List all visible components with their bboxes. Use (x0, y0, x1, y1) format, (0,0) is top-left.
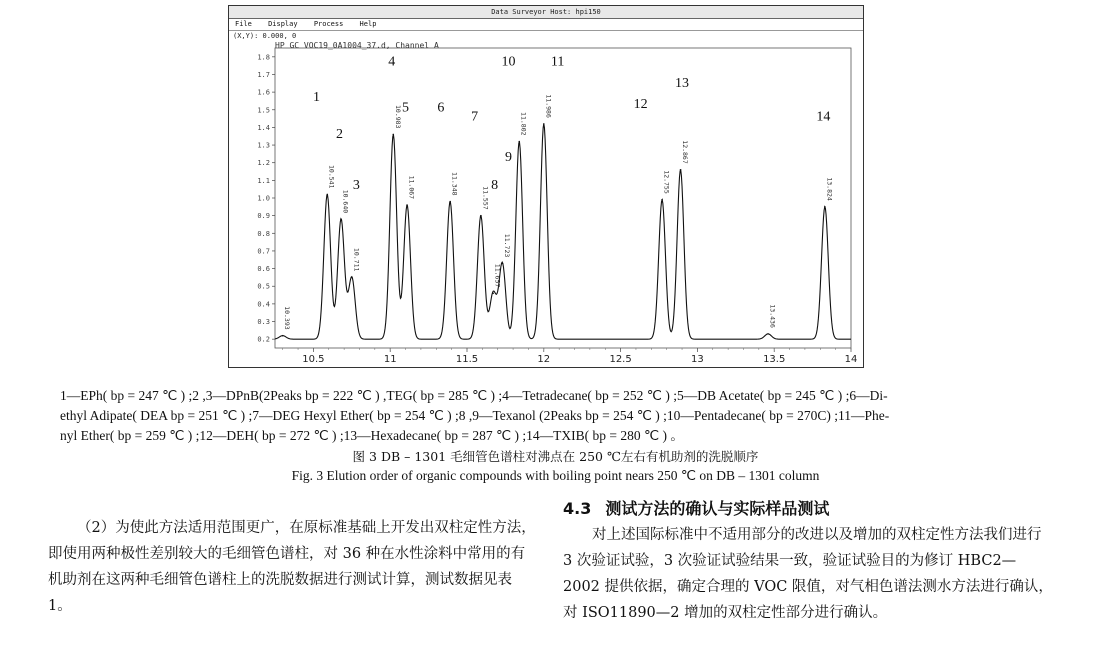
chromatogram-chart (229, 6, 863, 367)
menu-process[interactable]: Process (313, 20, 344, 28)
y-tick-label: 0.5 (257, 282, 270, 291)
retention-time-label: 11.348 (450, 172, 459, 196)
peak-apex (502, 262, 504, 264)
y-tick-label: 0.3 (257, 318, 270, 327)
peak-number-label: 5 (402, 100, 410, 116)
y-tick-label: 0.7 (257, 247, 270, 256)
retention-time-label: 11.067 (407, 175, 416, 200)
coordinate-readout: (X,Y): 0.000, 0 (233, 32, 297, 40)
y-tick-label: 0.4 (257, 300, 270, 309)
retention-time-label: 11.723 (502, 233, 511, 258)
right-column (563, 496, 1053, 626)
chromatogram-trace (275, 124, 851, 339)
body-paragraph: 对上述国际标准中不适用部分的改进以及增加的双柱定性方法我们进行 3 次验证试验，3 次验证试验结果一致，验证试验目的为修订 HBC2—2002 提供依据，确定合理的 VOC 限值，对气相色谱法测水方法进行确认，对 ISO11890—2 增加的双柱定性部分进行确认。 (563, 527, 1053, 621)
peak-number-label: 12 (633, 97, 648, 112)
x-tick-label: 10.5 (302, 354, 325, 365)
peak-apex (326, 194, 328, 196)
retention-time-label: 10.393 (283, 306, 292, 330)
x-tick-label: 14 (844, 354, 858, 365)
peak-number-label: 11 (550, 54, 565, 70)
peak-apex (492, 292, 494, 294)
retention-time-label: 12.755 (662, 170, 671, 194)
y-tick-label: 1.1 (257, 176, 270, 185)
retention-time-label: 10.983 (393, 104, 402, 129)
y-tick-label: 1.8 (257, 53, 270, 62)
peak-number-label: 6 (437, 100, 445, 116)
y-tick-label: 0.9 (257, 212, 270, 221)
retention-time-label: 13.824 (825, 177, 834, 201)
retention-time-label: 11.986 (544, 94, 553, 118)
peak-apex (406, 204, 408, 206)
peak-number-label: 7 (471, 109, 479, 125)
retention-time-label: 12.867 (681, 140, 690, 164)
peak-apex (282, 335, 284, 337)
peak-apex (661, 199, 663, 201)
x-tick-label: 11.5 (455, 354, 479, 365)
x-tick-label: 12 (537, 354, 551, 365)
peak-number-label: 14 (816, 109, 831, 125)
peak-number-label: 13 (675, 75, 690, 91)
menu-display[interactable]: Display (268, 20, 298, 28)
y-tick-label: 1.2 (257, 159, 270, 168)
x-tick-label: 11 (383, 354, 397, 365)
y-tick-label: 0.2 (257, 335, 270, 344)
x-tick-label: 12.5 (609, 354, 632, 365)
retention-time-label: 10.541 (327, 164, 336, 189)
retention-time-label: 10.640 (341, 189, 350, 214)
figure-caption-chinese: 图 3 DB – 1301 毛细管色谱柱对沸点在 250 ℃左右有机助剂的洗脱顺序 (352, 449, 759, 464)
section-title: 测试方法的确认与实际样品测试 (605, 499, 830, 518)
retention-time-label: 11.657 (493, 263, 502, 288)
peak-number-label: 1 (312, 89, 320, 105)
y-tick-label: 1.7 (257, 70, 270, 79)
peak-apex (543, 123, 545, 125)
legend-line: 1—EPh( bp = 247 ℃ ) ;2 ,3—DPnB(2Peaks bp = 222 ℃ ) ,TEG( bp = 285 ℃ ) ;4—Tetradecane( bp = 252 ℃ ) ;5—DB Acetate( bp = 245 ℃ ) ;6—Di- (60, 388, 888, 403)
retention-time-label: 13.436 (768, 304, 777, 328)
menu-help[interactable]: Help (359, 20, 377, 28)
retention-time-label: 11.802 (519, 112, 528, 136)
menu-file[interactable]: File (235, 20, 252, 28)
y-tick-label: 1.3 (257, 141, 270, 150)
section-heading (563, 496, 1053, 522)
x-tick-label: 13.5 (763, 354, 786, 365)
window-title: Data Surveyor Host: hpi150 (229, 6, 863, 19)
y-tick-label: 1.6 (257, 88, 270, 97)
peak-apex (351, 277, 353, 279)
x-tick-label: 13 (691, 354, 704, 365)
channel-title: HP GC VOC19_0A1004_37.d, Channel A (275, 41, 439, 50)
peak-apex (480, 215, 482, 217)
left-column (48, 515, 538, 619)
y-tick-label: 0.8 (257, 229, 270, 238)
legend-line: nyl Ether( bp = 259 ℃ ) ;12—DEH( bp = 272 ℃ ) ;13—Hexadecane( bp = 287 ℃ ) ;14—TXIB( bp = 280 ℃ ) 。 (60, 428, 684, 443)
peak-apex (449, 201, 451, 203)
plot-frame (275, 48, 851, 348)
y-tick-label: 0.6 (257, 265, 270, 274)
peak-number-label: 8 (491, 178, 499, 194)
retention-time-label: 10.711 (352, 247, 361, 272)
y-tick-label: 1.0 (257, 194, 270, 203)
peak-apex (392, 134, 394, 136)
chromatogram-screenshot (228, 5, 864, 368)
peak-number-label: 2 (336, 127, 344, 142)
body-paragraph: （2）为使此方法适用范围更广，在原标准基础上开发出双柱定性方法，即使用两种极性差别较大的毛细管色谱柱，对 36 种在水性涂料中常用的有机助剂在这两种毛细管色谱柱上的洗脱数据进行测试计算，测试数据见表 1。 (48, 520, 536, 614)
peak-apex (680, 169, 682, 171)
figure-caption-english: Fig. 3 Elution order of organic compounds with boiling point nears 250 ℃ on DB – 1301 column (291, 468, 820, 483)
peak-number-label: 9 (504, 149, 512, 165)
peak-apex (824, 206, 826, 208)
peak-number-label: 10 (501, 54, 516, 70)
peak-number-label: 3 (352, 178, 360, 194)
y-tick-label: 1.4 (257, 123, 270, 132)
figure-legend (60, 386, 1050, 446)
peak-apex (340, 218, 342, 220)
legend-line: ethyl Adipate( DEA bp = 251 ℃ ) ;7—DEG Hexyl Ether( bp = 254 ℃ ) ;8 ,9—Texanol (2Peaks bp = 254 ℃ ) ;10—Pentadecane( bp = 270C) ;11—Phe- (60, 408, 890, 423)
section-number: 4.3 (563, 499, 592, 518)
retention-time-label: 11.557 (481, 186, 490, 210)
peak-apex (518, 141, 520, 143)
peak-number-label: 4 (388, 54, 396, 70)
peak-apex (767, 333, 769, 335)
y-tick-label: 1.5 (257, 106, 270, 115)
